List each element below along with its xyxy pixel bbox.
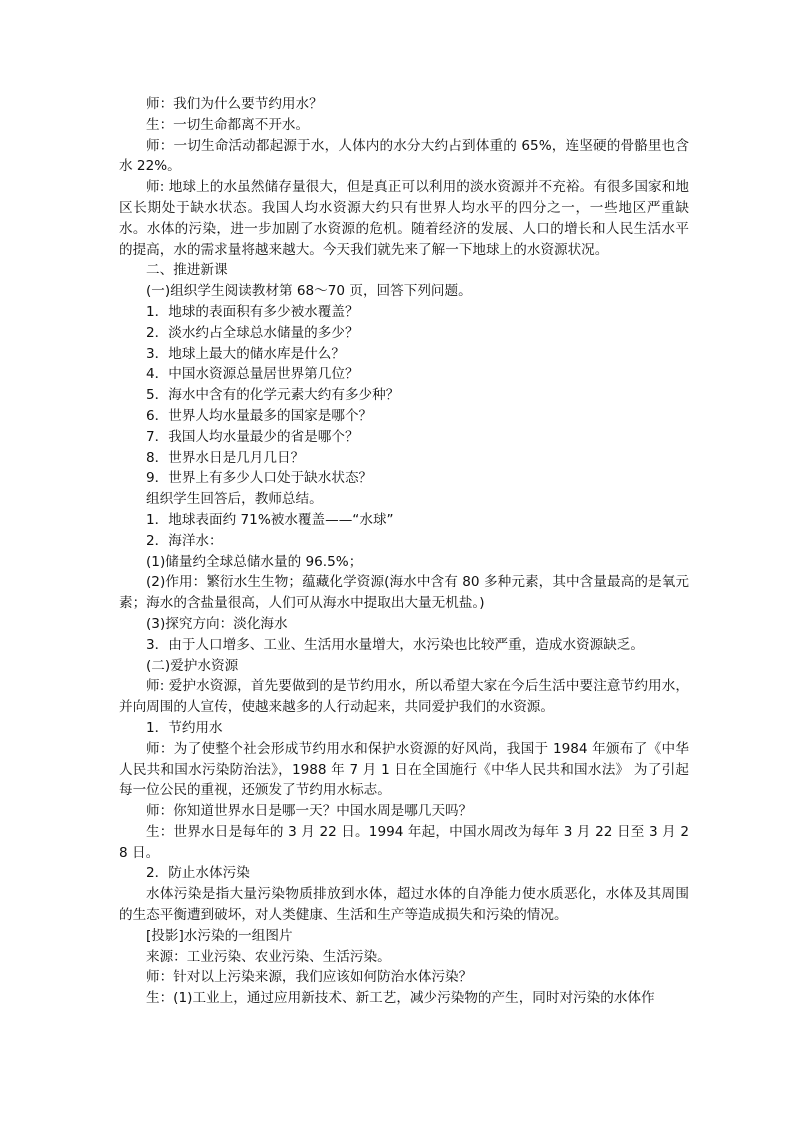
- question-item-6: 6．世界人均水量最多的国家是哪个？: [146, 407, 373, 424]
- question-item-1: 1．地球的表面积有多少被水覆盖？: [146, 303, 359, 320]
- pollution-sources: 来源：工业污染、农业污染、生活污染。: [146, 948, 391, 965]
- question-teacher-why-save-water: 师：我们为什么要节约用水？: [146, 96, 323, 112]
- summary-item-2-1: (1)储量约全球总储水量的 96.5%；: [146, 553, 363, 570]
- student-prevention-answer: 生：(1)工业上，通过应用新技术、新工艺，减少污染物的产生，同时对污染的水体作: [146, 990, 655, 1007]
- teacher-water-in-body: 师：一切生命活动都起源于水，人体内的水分大约占到体重的 65%，连坚硬的骨骼里也含水 22%。: [119, 137, 689, 175]
- answer-student-life-needs-water: 生：一切生命都离不开水。: [146, 116, 310, 133]
- subheading-prevent-pollution: 2．防止水体污染: [146, 865, 250, 882]
- summary-item-2-3: (3)探究方向：淡化海水: [146, 615, 288, 632]
- subheading-save-water: 1．节约用水: [146, 719, 223, 736]
- question-item-4: 4．中国水资源总量居世界第几位？: [146, 366, 359, 383]
- question-item-9: 9．世界上有多少人口处于缺水状态？: [146, 470, 373, 487]
- section-heading-protect-water: (二)爱护水资源: [146, 657, 239, 674]
- section-heading-new-lesson: 二、推进新课: [146, 262, 228, 279]
- teacher-water-day-question: 师：你知道世界水日是哪一天？中国水周是哪几天吗？: [146, 803, 473, 820]
- summary-item-3: 3．由于人口增多、工业、生活用水量增大，水污染也比较严重，造成水资源缺乏。: [146, 636, 645, 653]
- summary-item-2-2: (2)作用：繁衍水生生物；蕴藏化学资源(海水中含有 80 多种元素，其中含量最高的是氧元素；海水的含盐量很高，人们可从海水中提取出大量无机盐。): [119, 574, 689, 612]
- teacher-water-laws: 师：为了使整个社会形成节约用水和保护水资源的好风尚，我国于 1984 年颁布了《中华人民共和国水污染防治法》，1988 年 7 月 1 日在全国施行《中华人民共和国水法》 为了引起每一位公民的重视，还颁发了节约用水标志。: [119, 740, 689, 799]
- teacher-prevention-question: 师：针对以上污染来源，我们应该如何防治水体污染？: [146, 969, 473, 986]
- projection-pollution-pictures: [投影]水污染的一组图片: [146, 927, 293, 944]
- question-item-7: 7．我国人均水量最少的省是哪个？: [146, 428, 359, 445]
- question-item-8: 8．世界水日是几月几日？: [146, 449, 305, 466]
- summary-item-2: 2．海洋水：: [146, 532, 223, 549]
- teacher-summary-intro: 组织学生回答后，教师总结。: [146, 491, 323, 508]
- question-item-5: 5．海水中含有的化学元素大约有多少种？: [146, 387, 400, 404]
- question-item-3: 3．地球上最大的储水库是什么？: [146, 345, 345, 362]
- pollution-definition: 水体污染是指大量污染物质排放到水体，超过水体的自净能力使水质恶化，水体及其周围的生态平衡遭到破坏，对人类健康、生活和生产等造成损失和污染的情况。: [119, 886, 689, 924]
- section-reading-task: (一)组织学生阅读教材第 68～70 页，回答下列问题。: [146, 283, 472, 300]
- teacher-protect-water: 师: 爱护水资源，首先要做到的是节约用水，所以希望大家在今后生活中要注意节约用水，并向周围的人宣传，使越来越多的人行动起来，共同爱护我们的水资源。: [119, 678, 689, 716]
- teacher-water-resources-intro: 师: 地球上的水虽然储存量很大，但是真正可以利用的淡水资源并不充裕。有很多国家和地区长期处于缺水状态。我国人均水资源大约只有世界人均水平的四分之一，一些地区严重缺水。水体的污染，进一步加剧了水资源的危机。随着经济的发展、人口的增长和人民生活水平的提高，水的需求量将越来越大。今天我们就先来了解一下地球上的水资源状况。: [119, 179, 689, 258]
- summary-item-1: 1．地球表面约 71%被水覆盖——“水球”: [146, 511, 394, 528]
- student-water-day-answer: 生：世界水日是每年的 3 月 22 日。1994 年起，中国水周改为每年 3 月 22 日至 3 月 28 日。: [119, 823, 689, 861]
- question-item-2: 2．淡水约占全球总水储量的多少？: [146, 324, 359, 341]
- document-page: [119, 94, 689, 1009]
